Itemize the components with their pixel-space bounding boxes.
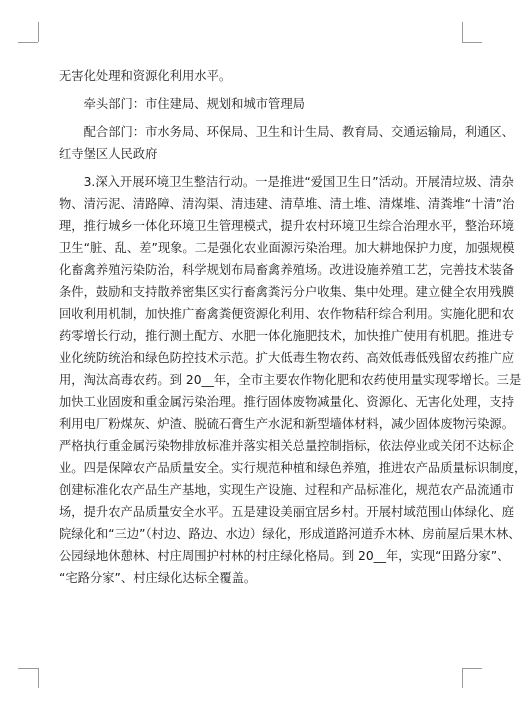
text-line (59, 589, 445, 611)
crop-mark-top-right-horizontal (462, 42, 482, 43)
text-line: 业。四是保障农产品质量安全。实行规范种植和绿色养殖，推进农产品质量标识制度， (59, 461, 526, 475)
text-line: 牵头部门：市住建局、规划和城市管理局 (59, 97, 305, 111)
text-line: “宅路分家”、村庄绿化达标全覆盖。 (59, 571, 257, 585)
crop-mark-bottom-right-horizontal (462, 668, 482, 669)
text-line: 理，推行城乡一体化环境卫生管理模式，提升农村环境卫生综合治理水平，整治环境 (59, 219, 514, 233)
text-line: 无害化处理和资源化利用水平。 (59, 69, 232, 83)
text-line: 场，提升农产品质量安全水平。五是建设美丽宜居乡村。开展村域范围山体绿化、庭 (59, 505, 514, 519)
text-line: 创建标准化农产品生产基地，实现生产设施、过程和产品标准化，规范农产品流通市 (59, 483, 514, 497)
crop-mark-bottom-right-vertical (462, 668, 463, 688)
crop-mark-top-left-vertical (38, 22, 39, 42)
text-line: 利用电厂粉煤灰、炉渣、脱硫石膏生产水泥和新型墙体材料，减少固体废物污染源。 (59, 417, 514, 431)
text-line: 物、清污泥、清路障、清沟渠、清违建、清草堆、清土堆、清煤堆、清粪堆“十清”治 (59, 197, 515, 211)
document-body (59, 65, 526, 611)
text-line: 条件，鼓励和支持散养密集区实行畜禽粪污分户收集、集中处理。建立健全农用残膜 (59, 285, 514, 299)
text-line: 用，淘汰高毒农药。到 20__年，全市主要农作物化肥和农药使用量实现零增长。三是 (59, 373, 522, 387)
text-line: 化畜禽养殖污染防治，科学规划布局畜禽养殖场。改进设施养殖工艺，完善技术装备 (59, 263, 514, 277)
crop-mark-bottom-left-vertical (38, 668, 39, 688)
text-line: 红寺堡区人民政府 (59, 147, 158, 161)
text-line: 3.深入开展环境卫生整洁行动。一是推进“爱国卫生日”活动。开展清垃圾、清杂 (59, 175, 514, 189)
text-line: 加快工业固废和重金属污染治理。推行固体废物减量化、资源化、无害化处理，支持 (59, 395, 514, 409)
text-line: 公园绿地休憩林、村庄周围护村林的村庄绿化格局。到 20__年，实现“田路分家”、 (59, 549, 510, 563)
text-line: 卫生“脏、乱、差”现象。二是强化农业面源污染治理。加大耕地保护力度，加强规模 (59, 241, 515, 255)
crop-mark-top-left-horizontal (18, 42, 38, 43)
text-line: 回收利用机制，加快推广畜禽粪便资源化利用、农作物秸秆综合利用。实施化肥和农 (59, 307, 514, 321)
text-line: 药零增长行动，推行测土配方、水肥一体化施肥技术，加快推广使用有机肥。推进专 (59, 329, 514, 343)
text-line: 严格执行重金属污染物排放标准并落实相关总量控制指标，依法停业或关闭不达标企 (59, 439, 514, 453)
text-line: 配合部门：市水务局、环保局、卫生和计生局、教育局、交通运输局，利通区、 (59, 125, 514, 139)
crop-mark-bottom-left-horizontal (18, 668, 38, 669)
text-line: 业化统防统治和绿色防控技术示范。扩大低毒生物农药、高效低毒低残留农药推广应 (59, 351, 514, 365)
crop-mark-top-right-vertical (462, 22, 463, 42)
text-line: 院绿化和“三边”（村边、路边、水边）绿化，形成道路河道乔木林、房前屋后果木林、 (59, 527, 521, 541)
